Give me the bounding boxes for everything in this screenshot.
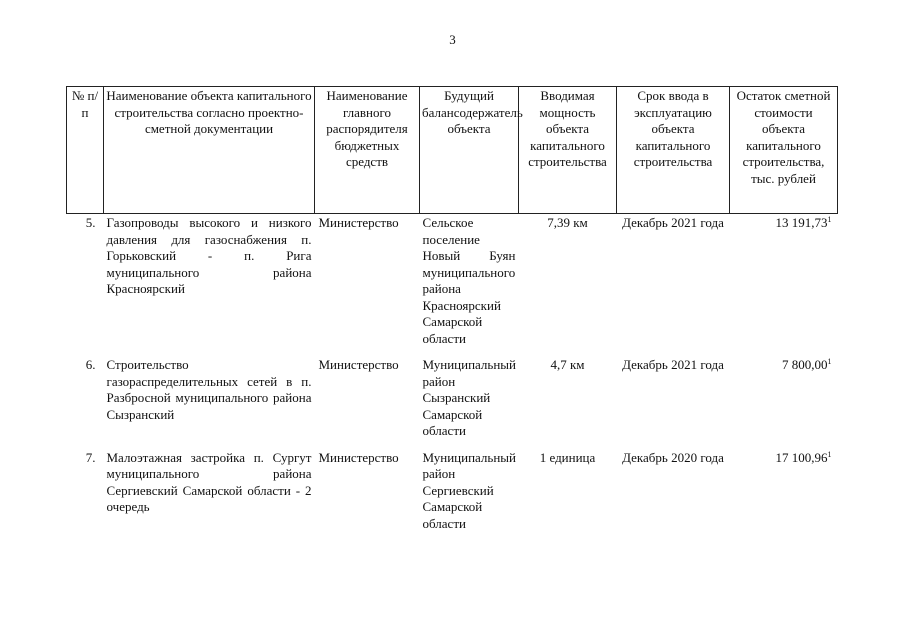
- row-number: 6.: [85, 357, 96, 372]
- header-remaining-cost: Остаток сметной стоимости объекта капитального строительства, тыс. рублей: [730, 87, 838, 214]
- header-balance-holder: Будущий балансодержатель объекта: [420, 87, 519, 214]
- commissioning-date: Декабрь 2021 года: [622, 215, 724, 230]
- capacity: 1 единица: [539, 449, 596, 465]
- row-number: 7.: [85, 449, 96, 465]
- page-number: 3: [449, 32, 456, 47]
- capital-construction-table-container: [66, 86, 837, 542]
- balance-holder: Муниципальный район Сергиевский Самарской области: [422, 449, 516, 531]
- footnote-mark: 1: [827, 357, 832, 366]
- table-row: [67, 450, 838, 543]
- remaining-cost: [730, 450, 838, 543]
- remaining-cost-value: 13 191,73: [775, 215, 828, 230]
- header-budget-manager: Наименование главного распорядителя бюджетных средств: [315, 87, 420, 214]
- budget-manager: Министерство: [318, 357, 399, 372]
- table-row: [67, 214, 838, 358]
- budget-manager: Министерство: [318, 215, 399, 230]
- header-commissioning-date: Срок ввода в эксплуатацию объекта капитального строительства: [617, 87, 730, 214]
- remaining-cost-value: 7 800,00: [782, 357, 828, 372]
- remaining-cost: [730, 214, 838, 358]
- balance-holder: Муниципальный район Сызранский Самарской области: [422, 357, 516, 438]
- object-name: Строительство газораспределительных сетей в п. Разбросной муниципального района Сызранский: [106, 357, 312, 422]
- table-header-row: [67, 87, 838, 214]
- object-name: Газопроводы высокого и низкого давления для газоснабжения п. Горьковский - п. Рига муниципального района Красноярский: [106, 215, 312, 296]
- remaining-cost: [730, 357, 838, 450]
- header-num: № п/п: [67, 87, 104, 214]
- capacity: 4,7 км: [550, 357, 585, 372]
- table-row: [67, 357, 838, 450]
- row-number: 5.: [85, 215, 96, 230]
- footnote-mark: 1: [827, 449, 832, 459]
- remaining-cost-value: 17 100,96: [775, 449, 828, 465]
- capacity: 7,39 км: [547, 215, 588, 230]
- balance-holder: Сельское поселение Новый Буян муниципального района Красноярский Самарской области: [422, 215, 516, 346]
- commissioning-date: Декабрь 2021 года: [622, 357, 724, 372]
- header-capacity: Вводимая мощность объекта капитального строительства: [519, 87, 617, 214]
- commissioning-date: Декабрь 2020 года: [622, 449, 724, 465]
- capital-construction-table: [66, 86, 838, 542]
- budget-manager: Министерство: [318, 449, 399, 465]
- object-name: Малоэтажная застройка п. Сургут муниципального района Сергиевский Самарской области - 2 очередь: [106, 449, 312, 514]
- header-object-name: Наименование объекта капитального строительства согласно проектно-сметной документации: [104, 87, 315, 214]
- footnote-mark: 1: [827, 215, 832, 224]
